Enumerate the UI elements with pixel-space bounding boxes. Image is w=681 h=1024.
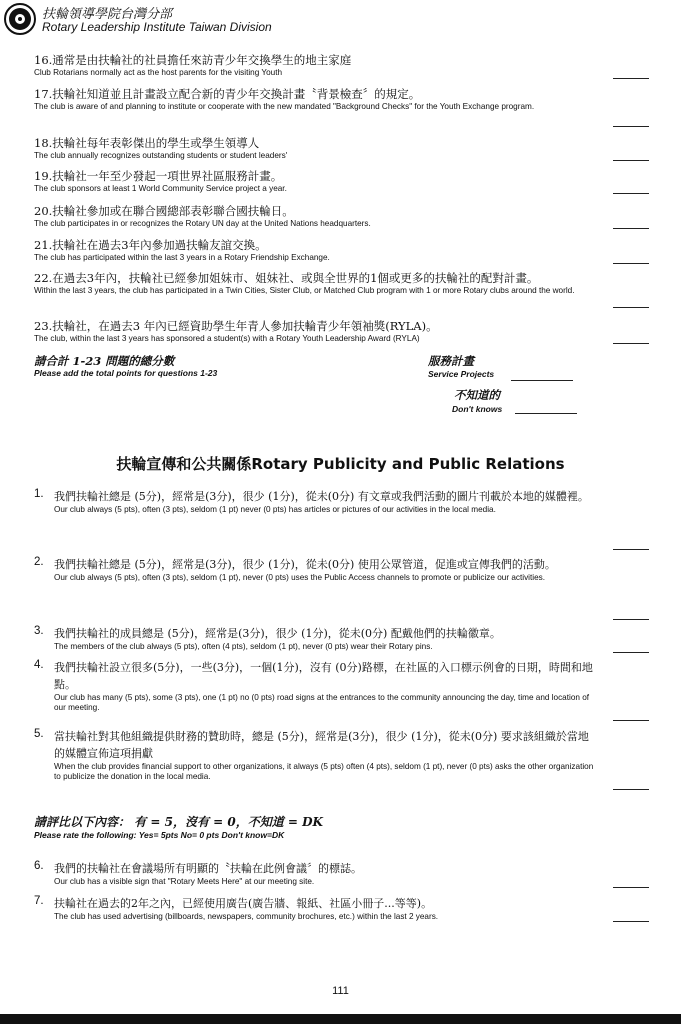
answer-line-23[interactable] [613,343,649,344]
question-en: Within the last 3 years, the club has participated in a Twin Cities, Sister Club, or Matched Club program with 1 or more Rotary clubs around the world. [34,286,575,295]
question-zh: 18.扶輪社每年表彰傑出的學生或學生領導人 [34,136,260,150]
question-zh: 21.扶輪社在過去3年內參加過扶輪友誼交換。 [34,238,267,252]
item-en: The club has used advertising (billboards, newspapers, community brochures, etc.) within the last 2 years. [54,912,439,921]
dont-knows-label-en: Don't knows [452,404,503,414]
item-en: When the club provides financial support to other organizations, it always (5 pts) often (4 pts), seldom (1 pt), never (0 pts) asks the other organization to publicize the donation in the local media. [54,762,594,781]
pr-item-3 [34,625,594,652]
question-en: The club sponsors at least 1 World Community Service project a year. [34,184,287,193]
question-en: The club is aware of and planning to institute or cooperate with the new mandated "Background Checks" for the Youth Exchange program. [34,102,535,111]
item-zh: 我們扶輪社總是 (5分)，經常是(3分)，很少 (1分)，從未(0分) 使用公眾管道，促進或宣傳我們的活動。 [54,558,556,571]
service-projects-total-line[interactable] [511,380,573,381]
question-zh: 20.扶輪社參加或在聯合國總部表彰聯合國扶輪日。 [34,204,294,218]
page-number: 111 [332,985,349,997]
item-en: Our club has many (5 pts), some (3 pts), one (1 pt) no (0 pts) road signs at the entrances to the community announcing the day, time and location of our meeting. [54,693,590,712]
answer-line-pr2[interactable] [613,619,649,620]
answer-line-19[interactable] [613,193,649,194]
rate-instruction-zh: 請評比以下內容： 有 = 5，沒有 = 0，不知道 = DK [34,815,323,829]
header-title-zh: 扶輪領導學院台灣分部 [42,7,173,22]
question-16 [34,53,594,78]
answer-line-18[interactable] [613,160,649,161]
question-19 [34,169,594,194]
page-header [4,3,424,39]
question-zh: 17.扶輪社知道並且計畫設立配合新的青少年交換計畫〝背景檢查〞的規定。 [34,87,421,101]
question-20 [34,204,594,229]
question-21 [34,238,594,263]
question-17 [34,87,594,112]
item-number: 4. [34,659,44,671]
question-23 [34,319,594,344]
total-instruction-en: Please add the total points for questions 1-23 [34,368,218,378]
question-18 [34,136,594,161]
answer-line-pr6[interactable] [613,887,649,888]
pr-item-1 [34,488,594,515]
dont-knows-total-line[interactable] [515,413,577,414]
item-zh: 扶輪社在過去的2年之內，已經使用廣告(廣告牆、報紙、社區小冊子...等等)。 [54,897,433,910]
bottom-scan-edge [0,1014,681,1024]
section-title: 扶輪宣傳和公共關係Rotary Publicity and Public Relations [116,455,565,473]
dont-knows-label-zh: 不知道的 [454,388,500,402]
item-number: 2. [34,556,44,568]
question-en: The club participates in or recognizes the Rotary UN day at the United Nations headquarters. [34,219,371,228]
answer-line-16[interactable] [613,78,649,79]
service-projects-label-en: Service Projects [428,369,495,379]
question-zh: 22.在過去3年內，扶輪社已經參加姐妹市、姐妹社、或與全世界的1個或更多的扶輪社的配對計畫。 [34,271,539,285]
rate-instruction-en: Please rate the following: Yes= 5pts No= 0 pts Don't know=DK [34,830,285,840]
pr-item-7 [34,895,594,922]
pr-item-4 [34,659,594,713]
pr-item-6 [34,860,594,887]
answer-line-22[interactable] [613,307,649,308]
item-number: 7. [34,895,44,907]
question-zh: 19.扶輪社一年至少發起一項世界社區服務計畫。 [34,169,283,183]
item-zh: 我們扶輪社總是 (5分)，經常是(3分)，很少 (1分)，從未(0分) 有文章或我們活動的圖片刊載於本地的媒體裡。 [54,490,589,503]
answer-line-pr7[interactable] [613,921,649,922]
item-zh: 我們扶輪社的成員總是 (5分)，經常是(3分)，很少 (1分)，從未(0分) 配戴他們的扶輪徽章。 [54,627,501,640]
item-number: 5. [34,728,44,740]
service-projects-label-zh: 服務計畫 [428,354,474,368]
item-en: Our club always (5 pts), often (3 pts), seldom (1 pt) never (0 pts) has articles or pictures of our activities in the local media. [54,505,496,514]
answer-line-17[interactable] [613,126,649,127]
question-22 [34,271,594,296]
item-number: 6. [34,860,44,872]
question-en: The club, within the last 3 years has sponsored a student(s) with a Rotary Youth Leadership Award (RYLA) [34,334,420,343]
item-en: Our club has a visible sign that "Rotary Meets Here" at our meeting site. [54,877,315,886]
pr-item-5 [34,728,594,782]
question-zh: 16.通常是由扶輪社的社員擔任來訪青少年交換學生的地主家庭 [34,53,352,67]
item-number: 1. [34,488,44,500]
item-en: The members of the club always (5 pts), often (4 pts), seldom (1 pt), never (0 pts) wear their Rotary pins. [54,642,433,651]
answer-line-21[interactable] [613,263,649,264]
answer-line-pr4[interactable] [613,720,649,721]
answer-line-pr1[interactable] [613,549,649,550]
header-title-en: Rotary Leadership Institute Taiwan Division [42,20,272,34]
answer-line-pr3[interactable] [613,652,649,653]
question-en: The club annually recognizes outstanding students or student leaders' [34,151,288,160]
item-zh: 當扶輪社對其他組織提供財務的贊助時，總是 (5分)，經常是(3分)，很少 (1分)，從未(0分) 要求該組織於當地的媒體宣佈這項捐獻 [54,730,589,760]
total-instruction-zh: 請合計 1-23 問題的總分數 [34,354,175,368]
pr-item-2 [34,556,594,583]
item-zh: 我們扶輪社設立很多(5分)，一些(3分)，一個(1分)，沒有 (0分)路標，在社區的入口標示例會的日期，時間和地點。 [54,661,593,691]
question-en: Club Rotarians normally act as the host parents for the visiting Youth [34,68,283,77]
item-en: Our club always (5 pts), often (3 pts), seldom (1 pt), never (0 pts) uses the Public Access channels to promote or publicize our activities. [54,573,546,582]
answer-line-pr5[interactable] [613,789,649,790]
item-zh: 我們的扶輪社在會議場所有明顯的〝扶輪在此例會議〞的標誌。 [54,862,362,875]
question-zh: 23.扶輪社，在過去3 年內已經資助學生年青人參加扶輪青少年領袖獎(RYLA)。 [34,319,438,333]
answer-line-20[interactable] [613,228,649,229]
item-number: 3. [34,625,44,637]
question-en: The club has participated within the last 3 years in a Rotary Friendship Exchange. [34,253,330,262]
rotary-wheel-logo [4,3,36,35]
